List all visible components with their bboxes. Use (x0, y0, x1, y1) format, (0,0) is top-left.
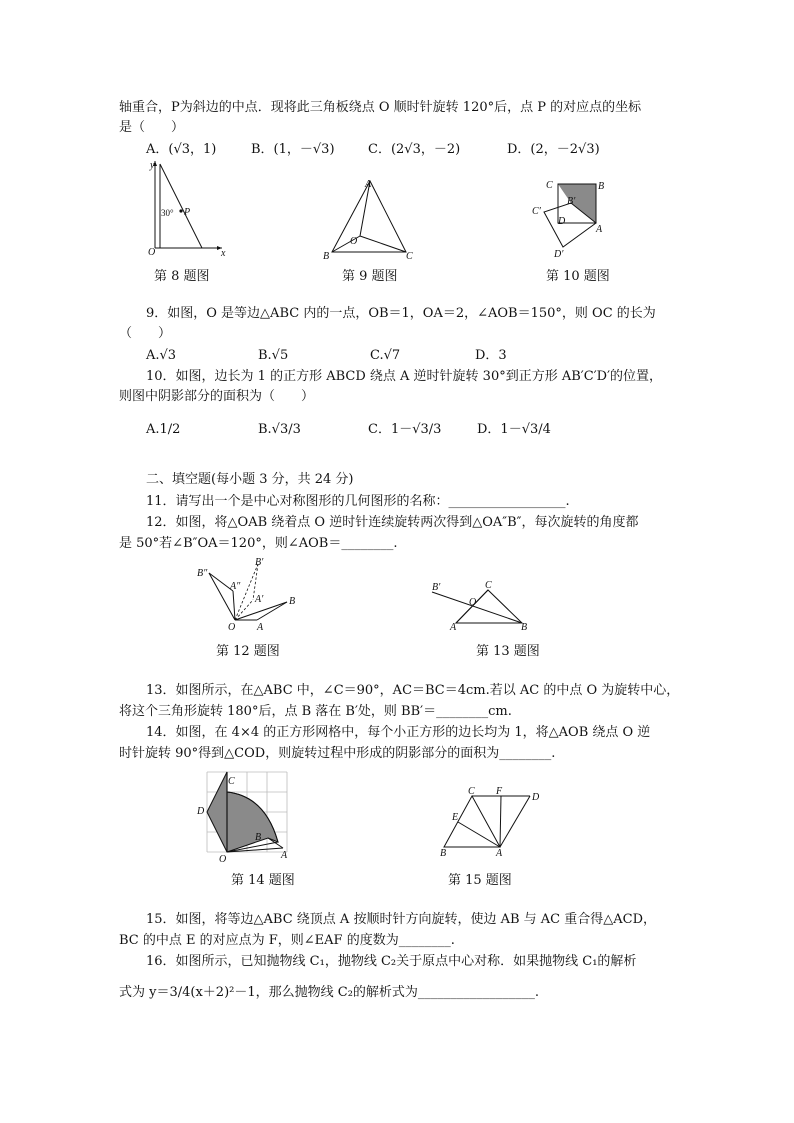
fig12-a2-label: A″ (230, 581, 241, 592)
fig10-d1-label: D′ (554, 249, 564, 260)
fig9-b-label: B (323, 251, 330, 262)
figure-13 (424, 578, 534, 633)
q8-text-line1: 轴重合，P为斜边的中点．现将此三角板绕点 O 顺时针旋转 120°后，点 P 的对应点的坐标 (119, 100, 642, 115)
q13-text-line1: 13．如图所示，在△ABC 中，∠C＝90°，AC＝BC＝4cm.若以 AC 的中点 O 为旋转中心， (146, 683, 680, 698)
fig12-b1-label: B′ (255, 557, 264, 568)
figure-10 (528, 177, 618, 262)
caption-fig14: 第 14 题图 (231, 873, 295, 888)
q12-text-line2: 是 50°若∠B″OA＝120°，则∠AOB＝________. (119, 536, 398, 551)
caption-fig8: 第 8 题图 (154, 269, 210, 284)
caption-fig15: 第 15 题图 (448, 873, 512, 888)
fig15-b-label: B (440, 848, 447, 859)
caption-fig12: 第 12 题图 (216, 644, 280, 659)
fig8-x-label: x (221, 248, 226, 259)
fig10-b1-label: B′ (567, 196, 576, 207)
fig14-b-label: B (255, 832, 262, 843)
q9-option-b: B.√5 (258, 348, 289, 363)
fig14-a-label: A (281, 850, 288, 861)
q12-text-line1: 12．如图，将△OAB 绕着点 O 逆时针连续旋转两次得到△OA″B″，每次旋转的角度都 (146, 515, 639, 530)
q10-option-a: A.1/2 (146, 422, 181, 437)
fig10-b-label: B (598, 181, 605, 192)
fig12-b-label: B (289, 596, 296, 607)
q13-text-line2: 将这个三角形旋转 180°后，点 B 落在 B′处，则 BB′＝________cm. (119, 704, 512, 719)
q10-text-line1: 10．如图，边长为 1 的正方形 ABCD 绕点 A 逆时针旋转 30°到正方形 AB′C′D′的位置， (146, 369, 663, 384)
fig14-d-label: D (197, 806, 205, 817)
fig8-angle-label: 30° (161, 208, 174, 218)
q9-option-c: C.√7 (370, 348, 401, 363)
fig13-c-label: C (485, 580, 492, 591)
q16-text-line2: 式为 y＝3/4(x＋2)²－1，那么抛物线 C₂的解析式为__________________. (119, 985, 540, 1000)
fig8-p-label: P (184, 207, 191, 218)
q16-text-line1: 16．如图所示，已知抛物线 C₁，抛物线 C₂关于原点中心对称．如果抛物线 C₁的解析 (146, 954, 637, 969)
fig10-d-label: D (558, 216, 566, 227)
q10-option-d: D．1－√3/4 (477, 422, 551, 437)
fig8-o-label: O (148, 247, 156, 258)
fig9-c-label: C (406, 251, 413, 262)
q10-option-b: B.√3/3 (258, 422, 301, 437)
q11-text: 11．请写出一个是中心对称图形的几何图形的名称：__________________. (146, 494, 570, 509)
caption-fig10: 第 10 题图 (546, 269, 610, 284)
fig12-b2-label: B″ (197, 568, 208, 579)
q9-option-d: D．3 (475, 348, 507, 363)
q9-text-line2: （ ） (119, 326, 172, 341)
fig13-b1-label: B′ (432, 582, 441, 593)
fig15-a-label: A (496, 848, 503, 859)
fig15-d-label: D (532, 792, 540, 803)
q15-text-line2: BC 的中点 E 的对应点为 F，则∠EAF 的度数为________. (119, 933, 455, 948)
q14-text-line1: 14．如图，在 4×4 的正方形网格中，每个小正方形的边长均为 1，将△AOB 绕点 O 逆 (146, 725, 651, 740)
fig10-c1-label: C′ (532, 206, 541, 217)
fig15-e-label: E (452, 812, 459, 823)
q8-option-c: C．(2√3，－2) (368, 142, 461, 157)
fig13-a-label: A (450, 622, 457, 633)
fig15-f-label: F (496, 786, 503, 797)
fig13-o-label: O (469, 597, 477, 608)
fig9-a-label: A (365, 179, 372, 190)
q14-text-line2: 时针旋转 90°得到△COD，则旋转过程中形成的阴影部分的面积为________. (119, 746, 556, 761)
caption-fig9: 第 9 题图 (342, 269, 398, 284)
figure-8 (140, 158, 230, 258)
fig9-o-label: O (350, 236, 358, 247)
figure-9 (318, 178, 418, 263)
q8-option-b: B．(1，－√3) (251, 142, 335, 157)
fig15-c-label: C (468, 786, 475, 797)
caption-fig13: 第 13 题图 (476, 644, 540, 659)
fig12-o-label: O (228, 622, 236, 633)
q8-option-d: D．(2，－2√3) (507, 142, 600, 157)
q8-text-line2: 是（ ） (119, 120, 185, 135)
fig14-c-label: C (228, 776, 235, 787)
fig12-a1-label: A′ (255, 594, 264, 605)
fig14-o-label: O (219, 854, 227, 865)
fig8-y-label: y (150, 160, 155, 171)
figure-15 (432, 784, 547, 859)
q8-option-a: A．(√3，1) (146, 142, 217, 157)
fig12-a-label: A (257, 622, 264, 633)
q10-option-c: C．1－√3/3 (368, 422, 442, 437)
fig10-c-label: C (546, 180, 553, 191)
q9-text-line1: 9．如图，O 是等边△ABC 内的一点，OB＝1，OA＝2，∠AOB＝150°，则 OC 的长为 (146, 306, 656, 321)
fig10-a-label: A (596, 224, 603, 235)
section-2-heading: 二、填空题(每小题 3 分，共 24 分) (146, 472, 354, 487)
figure-14 (195, 770, 295, 865)
q10-text-line2: 则图中阴影部分的面积为（ ） (119, 389, 315, 404)
fig13-b-label: B (521, 622, 528, 633)
q9-option-a: A.√3 (146, 348, 177, 363)
q15-text-line1: 15．如图，将等边△ABC 绕顶点 A 按顺时针方向旋转，使边 AB 与 AC 重合得△ACD， (146, 912, 657, 927)
figure-12 (195, 558, 305, 633)
